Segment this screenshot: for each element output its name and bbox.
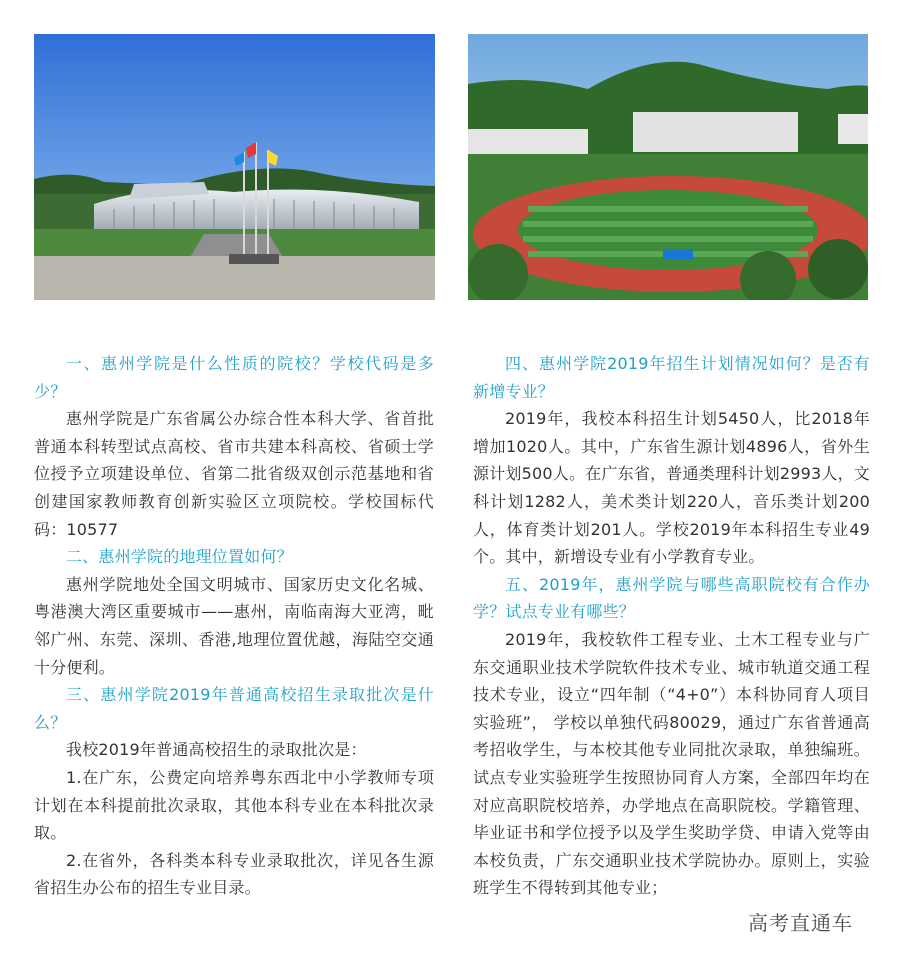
paragraph: 1.在广东，公费定向培养粤东西北中小学教师专项计划在本科提前批次录取，其他本科专业在本科批次录取。 bbox=[34, 767, 434, 843]
paragraph: 惠州学院地处全国文明城市、国家历史文化名城、粤港澳大湾区重要城市——惠州，南临南海大亚湾，毗邻广州、东莞、深圳、香港,地理位置优越，海陆空交通十分便利。 bbox=[34, 574, 434, 677]
left-text-column bbox=[34, 350, 434, 902]
paragraph: 我校2019年普通高校招生的录取批次是： bbox=[66, 740, 367, 760]
campus-building-photo bbox=[34, 34, 435, 300]
watermark-text: 高考直通车 bbox=[748, 911, 853, 935]
section-heading: 二、惠州学院的地理位置如何？ bbox=[66, 547, 293, 567]
section-heading: 四、惠州学院2019年招生计划情况如何？是否有新增专业？ bbox=[473, 354, 870, 401]
section-heading: 一、惠州学院是什么性质的院校？学校代码是多少？ bbox=[34, 354, 434, 401]
paragraph: 2019年，我校软件工程专业、土木工程专业与广东交通职业技术学院软件技术专业、城市轨道交通工程技术专业，设立“四年制（“4+0”）本科协同育人项目实验班”， 学校以单独代码80029，通过广东省普通高考招收学生，与本校其他专业同批次录取，单独编班。试点专业实验班学生按照协同育人方案，全部四年均在对应高职院校培养，办学地点在高职院校。学籍管理、毕业证书和学位授予以及学生奖助学贷、申请入党等由本校负责，广东交通职业技术学院协办。原则上，实验班学生不得转到其他专业； bbox=[473, 629, 870, 898]
paragraph: 2.在省外，各科类本科专业录取批次，详见各生源省招生办公布的招生专业目录。 bbox=[34, 850, 434, 898]
stadium-photo bbox=[468, 34, 868, 300]
section-heading: 五、2019年，惠州学院与哪些高职院校有合作办学？试点专业有哪些？ bbox=[473, 574, 870, 622]
right-text-column bbox=[473, 350, 870, 902]
paragraph: 2019年，我校本科招生计划5450人，比2018年增加1020人。其中，广东省生源计划4896人，省外生源计划500人。在广东省，普通类理科计划2993人，文科计划1282人，美术类计划220人，音乐类计划200人，体育类计划201人。学校2019年本科招生专业49个。其中，新增设专业有小学教育专业。 bbox=[473, 409, 870, 567]
paragraph: 惠州学院是广东省属公办综合性本科大学、省首批普通本科转型试点高校、省市共建本科高校、省硕士学位授予立项建设单位、省第二批省级双创示范基地和省创建国家教师教育创新实验区立项院校。学校国标代码：10577 bbox=[34, 409, 434, 539]
section-heading: 三、惠州学院2019年普通高校招生录取批次是什么？ bbox=[34, 685, 434, 732]
